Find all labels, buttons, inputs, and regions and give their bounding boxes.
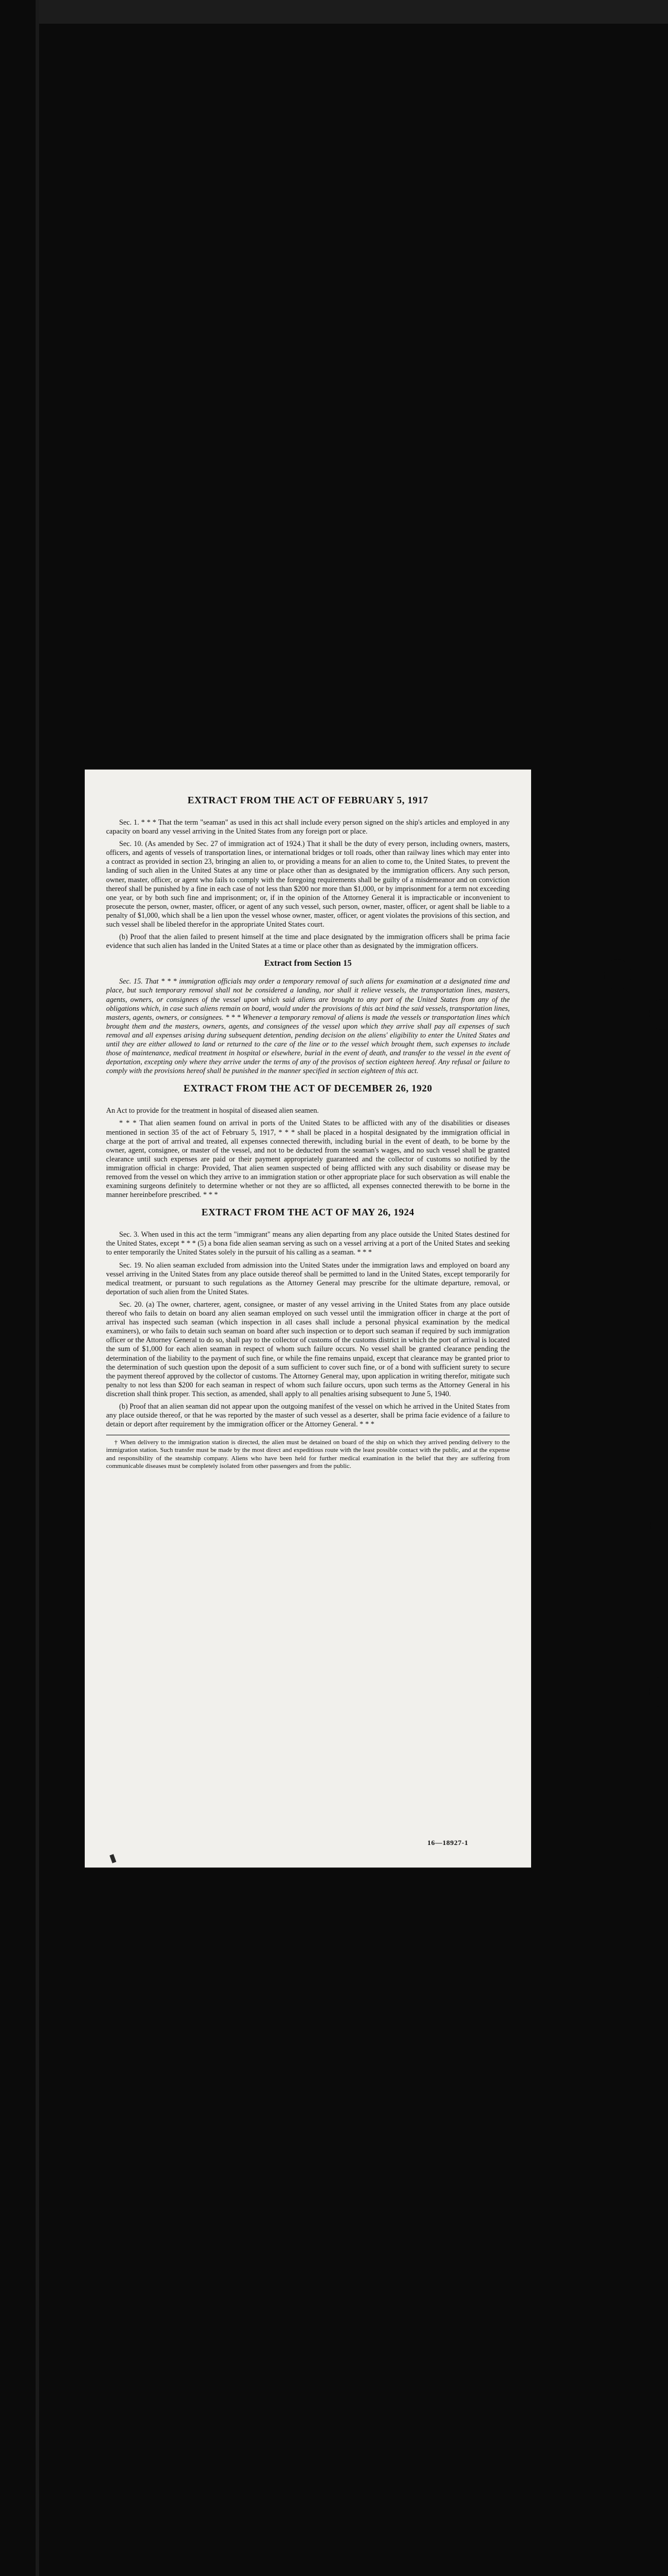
- punch-hole: [649, 999, 668, 1030]
- paragraph-sec1: Sec. 1. * * * That the term "seaman" as used in this act shall include every person signed on the ship's articles and employed in any capacity on board any vessel arriving in the United States from any foreign port or place.: [106, 818, 510, 836]
- paragraph-sec20a: Sec. 20. (a) The owner, charterer, agent, consignee, or master of any vessel arriving in the United States from any place outside thereof who fails to detain on board any alien seaman employed on such vessel until the immigration officer in charge at the port of arrival has inspected such seaman (which inspection in all cases shall include a personal physical examination by the medical examiners), or who fails to detain such seaman on board after such inspection or to deport such seaman if required by such immigration officer or the Attorney General to do so, shall pay to the collector of customs of the customs district in which the port of arrival is located the sum of $1,000 for each alien seaman in respect of whom such failure occurs. No vessel shall be granted clearance pending the determination of the liability to the payment of such fine, or while the fine remains unpaid, except that clearance may be granted prior to the determination of such question upon the deposit of a sum sufficient to cover such fine, or of a bond with sufficient surety to secure the payment thereof approved by the collector of customs. The Attorney General may, upon application in writing therefor, mitigate such penalty to not less than $200 for each seaman in respect of whom such failure occurs, upon such terms as the Attorney General in his discretion shall think proper. This section, as amended, shall apply to all penalties arising subsequent to June 5, 1940.: [106, 1300, 510, 1398]
- paragraph-sec20b: (b) Proof that an alien seaman did not appear upon the outgoing manifest of the vessel on which he arrived in the United States from any place outside thereof, or that he was reported by the master of such vessel as a deserter, shall be prima facie evidence of a failure to detain or deport after requirement by the immigration officer or the Attorney General. * * *: [106, 1402, 510, 1429]
- paragraph-sec15: Sec. 15. That * * * immigration officials may order a temporary removal of such aliens for examination at a designated time and place, but such temporary removal shall not be considered a landing, nor shall it relieve vessels, the transportation lines, masters, agents, owners, or consignees of the vessel upon which said aliens are brought to any port of the United States from any of the obligations which, in case such aliens remain on board, would under the provisions of this act bind the said vessels, transportation lines, masters, agents, owners, or consignees. * * * Whenever a temporary removal of aliens is made the vessels or transportation lines which brought them and the masters, owners, agents, and consignees of the vessel upon which they arrive shall pay all expenses of such removal and all expenses arising during subsequent detention, pending decision on the aliens' eligibility to enter the United States and until they are either allowed to land or returned to the care of the line or to the vessel which brought them, such expenses to include those of maintenance, medical treatment in hospital or elsewhere, burial in the event of death, and transfer to the vessel in the event of deportation, excepting only where they arrive under the terms of any of the provisos of section eighteen hereof. Any refusal or failure to comply with the provisions hereof shall be punished in the manner specified in section eighteen of this act.: [106, 977, 510, 1075]
- scan-border-left: [36, 0, 39, 2576]
- paragraph-1920-title: An Act to provide for the treatment in hospital of diseased alien seamen.: [106, 1106, 319, 1115]
- form-number: 16—18927-1: [427, 1838, 468, 1847]
- footnote: † When delivery to the immigration station is directed, the alien must be detained on board of the ship on which they arrived pending delivery to the immigration station. Such transfer must be made by the most direct and expeditious route with the least possible contact with the public, and at the expense and responsibility of the steamship company. Aliens who have been held for further medical examination in the belief that they are suffering from communicable diseases must be completely isolated from other passengers and from the public.: [106, 1439, 510, 1470]
- section-heading-1917: EXTRACT FROM THE ACT OF FEBRUARY 5, 1917: [187, 794, 429, 806]
- paragraph-sec10: Sec. 10. (As amended by Sec. 27 of immigration act of 1924.) That it shall be the duty of every person, including owners, masters, officers, and agents of vessels of transportation lines, or international bridges or toll roads, other than railway lines which may enter into a contract as provided in section 23, bringing an alien to, or providing a means for an alien to come to, the United States, to prevent the landing of such alien in the United States at any time or place other than as designated by the immigration officers. Any such person, owner, master, officer, or agent who fails to comply with the foregoing requirements shall be guilty of a misdemeanor and on conviction thereof shall be punished by a fine in each case of not less than $200 nor more than $1,000, or by imprisonment for a term not exceeding one year, or by both such fine and imprisonment; or, if in the opinion of the Attorney General it is impracticable or inconvenient to prosecute the person, owner, master, officer, or agent of any such vessel, such person, owner, master, officer, or agent shall be liable to a penalty of $1,000, which shall be a lien upon the vessel whose owner, master, officer, or agent violates the provisions of this section, and such vessel shall be libeled therefor in the appropriate United States court.: [106, 839, 510, 929]
- section-subheading-sec15: Extract from Section 15: [264, 959, 352, 969]
- paragraph-sec3: Sec. 3. When used in this act the term "immigrant" means any alien departing from any place outside the United States destined for the United States, except * * * (5) a bona fide alien seaman serving as such on a vessel arriving at a port of the United States and seeking to enter temporarily the United States solely in the pursuit of his calling as a seaman. * * *: [106, 1230, 510, 1257]
- document-page: [85, 770, 531, 1868]
- page-content: [106, 794, 510, 1860]
- punch-hole: [604, 959, 631, 990]
- scan-border-top: [36, 0, 668, 24]
- paragraph-sec10b: (b) Proof that the alien failed to present himself at the time and place designated by the immigration officers shall be prima facie evidence that such alien has landed in the United States at a time or place other than as designated by the immigration officers.: [106, 933, 510, 950]
- paragraph-1920-body: * * * That alien seamen found on arrival in ports of the United States to be afflicted with any of the disabilities or diseases mentioned in section 35 of the act of February 5, 1917, * * * shall be placed in a hospital designated by the immigration official in charge at the port of arrival and treated, all expenses connected therewith, including burial in the event of death, to be borne by the owner, agent, consignee, or master of the vessel, and not to be deducted from the seaman's wages, and no such vessel shall be granted clearance until such expenses are paid or their payment appropriately guaranteed and the collector of customs so notified by the immigration official in charge: Provided, That alien seamen suspected of being afflicted with any such disability or disease may be removed from the vessel on which they arrive to an immigration station or other appropriate place for such observation as will enable the examining surgeons definitely to determine whether or not they are so afflicted, all expenses connected therewith to be borne in the manner hereinbefore prescribed. * * *: [106, 1119, 510, 1199]
- punch-hole: [650, 1511, 668, 1541]
- section-heading-1924: EXTRACT FROM THE ACT OF MAY 26, 1924: [201, 1206, 415, 1218]
- punch-hole: [649, 1677, 668, 1707]
- section-heading-1920: EXTRACT FROM THE ACT OF DECEMBER 26, 1920: [183, 1083, 433, 1094]
- paragraph-sec19: Sec. 19. No alien seaman excluded from admission into the United States under the immigration laws and employed on board any vessel arriving in the United States from any place outside thereof shall be permitted to land in the United States, except temporarily for medical treatment, or pursuant to such regulations as the Attorney General may prescribe for the ultimate departure, removal, or deportation of such alien from the United States.: [106, 1260, 510, 1296]
